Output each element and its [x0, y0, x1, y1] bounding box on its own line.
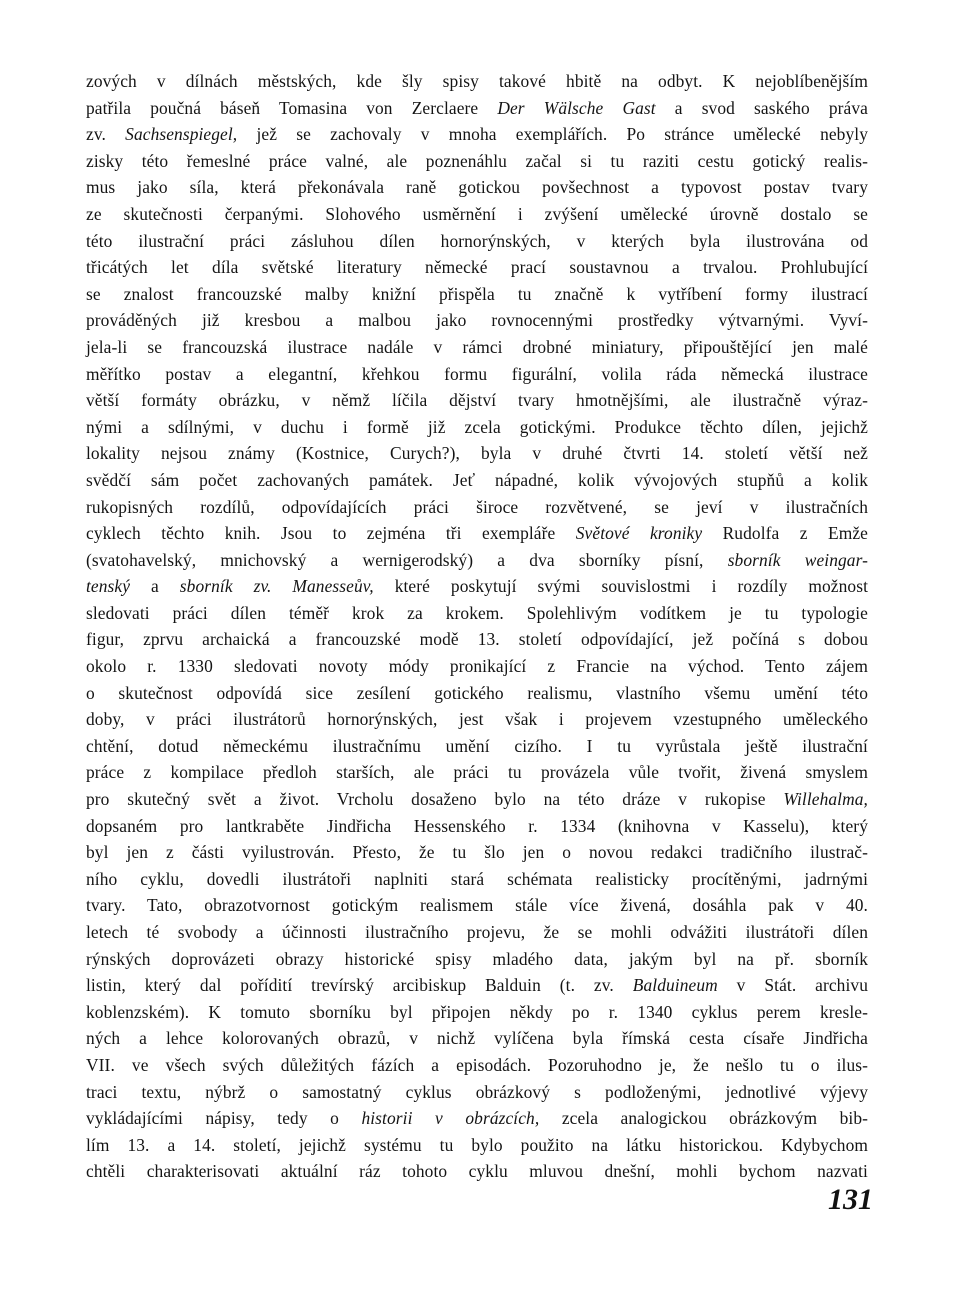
text-run: listin, který dal pořídití trevírský arcibiskup Balduin (t. zv.: [86, 975, 633, 996]
text-run: se znalost francouzské malby knižní přispěla tu značně k vytříbení formy ilustrací: [86, 283, 868, 304]
text-run: svědčí sám počet zachovaných památek. Jeť nápadné, kolik vývojových stupňů a kolik: [86, 469, 868, 490]
text-line: [86, 759, 868, 786]
text-line: [86, 919, 868, 946]
body-text: [86, 68, 868, 1185]
italic-title: Světové kroniky: [575, 523, 703, 544]
text-run: třicátých let díla světské literatury německé prací soustavnou a trvalou. Prohlubující: [86, 257, 868, 278]
italic-title: Der Wälsche Gast: [497, 97, 656, 118]
text-run: mus jako síla, která překonávala raně gotickou povšechnost a typovost postav tvary: [86, 177, 868, 198]
text-line: [86, 281, 868, 308]
text-run: práce z kompilace předloh starších, ale práci tu provázela vůle tvořit, živená smyslem: [86, 762, 868, 783]
text-run: figur, zprvu archaická a francouzské modě 13. století odpovídající, jež počíná s dobou: [86, 629, 868, 650]
text-line: [86, 999, 868, 1026]
text-line: [86, 1052, 868, 1079]
italic-title: sborník zv. Manesseův,: [179, 576, 374, 597]
text-run: tvary. Tato, obrazotvornost gotickým realismem stále více živená, dosáhla pak v 40.: [86, 895, 868, 916]
text-line: [86, 813, 868, 840]
italic-title: Sachsenspiegel,: [125, 124, 238, 145]
text-line: [86, 946, 868, 973]
text-line: [86, 414, 868, 441]
italic-title: sborník weingar-: [727, 549, 868, 570]
text-run: prováděných již kresbou a malbou jako rovnocennými prostředky výtvarnými. Vyví-: [86, 310, 868, 331]
text-line: [86, 573, 868, 600]
text-run: letech té svobody a účinnosti ilustračního projevu, že se mohli odvážiti ilustrátoři dílen: [86, 922, 868, 942]
text-run: traci textu, nýbrž o samostatný cyklus obrázkový s podloženými, jednotlivé výjevy: [86, 1081, 868, 1102]
text-line: [86, 148, 868, 175]
text-run: koblenzském). K tomuto sborníku byl připojen někdy po r. 1340 cyklus perem kresle-: [86, 1001, 868, 1022]
text-run: okolo r. 1330 sledovati novoty módy pronikající z Francie na východ. Tento zájem: [86, 656, 868, 677]
text-run: Rudolfa z Emže: [702, 523, 868, 544]
text-run: zcela analogickou obrázkovým bib-: [539, 1108, 869, 1129]
text-line: [86, 1105, 868, 1132]
text-run: a svod saského práva: [655, 97, 868, 118]
text-line: [86, 174, 868, 201]
text-run: zisky této řemeslné práce valné, ale poznenáhlu začal si tu raziti cestu gotický realis-: [86, 150, 868, 171]
text-run: ných a lehce kolorovaných obrazů, v nichž vylíčena byla římská cesta císaře Jindřicha: [86, 1028, 868, 1049]
text-run: vykládajícími nápisy, tedy o: [86, 1108, 362, 1129]
text-run: zv.: [86, 124, 126, 145]
text-run: ze skutečnosti čerpanými. Slohového usměrnění i zvýšení umělecké úrovně dostalo se: [86, 203, 868, 224]
text-line: [86, 440, 868, 467]
page-number: 131: [828, 1183, 873, 1216]
text-run: jela-li se francouzská ilustrace nadále v rámci drobné miniatury, připouštějící jen malé: [86, 336, 868, 357]
text-line: [86, 467, 868, 494]
text-run: zových v dílnách městských, kde šly spisy takové hbitě na odbyt. K nejoblíbenějším: [86, 71, 868, 91]
italic-title: historii v obrázcích,: [361, 1108, 540, 1129]
text-run: doby, v práci ilustrátorů hornorýnských, jest však i projevem vzestupného uměleckého: [86, 709, 868, 730]
text-run: patřila poučná báseň Tomasina von Zerclaere: [86, 97, 498, 118]
text-line: [86, 387, 868, 414]
text-run: lokality nejsou známy (Kostnice, Curych?), byla v druhé čtvrti 14. století větší než: [86, 443, 868, 464]
text-run: sledovati práci dílen téměř krok za krokem. Spolehlivým vodítkem je tu typologie: [86, 602, 868, 623]
text-line: [86, 254, 868, 281]
text-run: o skutečnost odpovídá sice zesílení gotického realismu, vlastního všemu umění této: [86, 682, 868, 703]
text-run: chtění, dotud německému ilustračnímu umění cizího. I tu vyrůstala ještě ilustrační: [86, 735, 868, 756]
text-line: [86, 892, 868, 919]
text-line: [86, 600, 868, 627]
text-line: [86, 307, 868, 334]
text-run: jež se zachovaly v mnoha exemplářích. Po stránce umělecké nebyly: [237, 124, 868, 145]
text-line: [86, 547, 868, 574]
text-line: [86, 972, 868, 999]
text-line: [86, 121, 868, 148]
text-line: [86, 334, 868, 361]
text-line: [86, 520, 868, 547]
text-line: [86, 1025, 868, 1052]
text-run: měřítko postav a elegantní, křehkou formu figurální, volila ráda německá ilustrace: [86, 363, 868, 384]
text-run: pro skutečný svět a život. Vrcholu dosaženo bylo na této dráze v rukopise: [86, 789, 784, 810]
text-run: byl jen z části vyilustrován. Přesto, že tu šlo jen o novou redakci tradičního ilustrač-: [86, 842, 868, 863]
text-run: lím 13. a 14. století, jejichž systému tu bylo použito na látku historickou. Kdybychom: [86, 1134, 868, 1155]
text-line: [86, 680, 868, 707]
italic-title: Balduineum: [632, 975, 718, 996]
text-run: větší formáty obrázku, v němž líčila dějství tvary hmotnějšími, ale ilustračně výraz-: [86, 390, 868, 411]
text-run: ního cyklu, dovedli ilustrátoři naplniti stará schémata realisticky procítěnými, jadrnými: [86, 868, 868, 889]
text-run: rukopisných rozdílů, odpovídajících práci široce rozvětvené, se jeví v ilustračních: [86, 496, 868, 517]
text-run: které poskytují svými souvislostmi i rozdíly možnost: [373, 576, 868, 597]
text-line: [86, 653, 868, 680]
text-line: [86, 228, 868, 255]
text-line: [86, 494, 868, 521]
text-line: [86, 95, 868, 122]
text-line: [86, 1079, 868, 1106]
text-line: [86, 786, 868, 813]
text-run: chtěli charakterisovati aktuální ráz tohoto cyklu mluvou dnešní, mohli bychom nazvati: [86, 1161, 868, 1182]
text-run: nými a sdílnými, v duchu i formě již zcela gotickými. Produkce těchto dílen, jejichž: [86, 416, 868, 437]
text-run: VII. ve všech svých důležitých fázích a episodách. Pozoruhodno je, že nešlo tu o ilus-: [86, 1054, 868, 1075]
text-run: a: [130, 576, 180, 597]
text-line: [86, 866, 868, 893]
text-run: rýnských doprovázeti obrazy historické spisy mladého data, jakým byl na př. sborník: [86, 948, 868, 969]
text-run: (svatohavelský, mnichovský a wernigerodský) a dva sborníky písní,: [86, 549, 728, 570]
text-line: [86, 201, 868, 228]
italic-title: tenský: [86, 576, 131, 597]
text-line: [86, 1158, 868, 1185]
text-line: [86, 1132, 868, 1159]
text-line: [86, 68, 868, 95]
italic-title: Willehalma,: [783, 789, 868, 810]
text-line: [86, 706, 868, 733]
text-run: cyklech těchto knih. Jsou to zejména tři exempláře: [86, 523, 576, 544]
text-line: [86, 361, 868, 388]
text-line: [86, 839, 868, 866]
text-run: dopsaném pro lantkraběte Jindřicha Hessenského r. 1334 (knihovna v Kasselu), který: [86, 815, 868, 836]
text-run: v Stát. archivu: [717, 975, 869, 996]
text-run: této ilustrační práci zásluhou dílen hornorýnských, v kterých byla ilustrována od: [86, 230, 868, 251]
text-line: [86, 733, 868, 760]
text-line: [86, 626, 868, 653]
